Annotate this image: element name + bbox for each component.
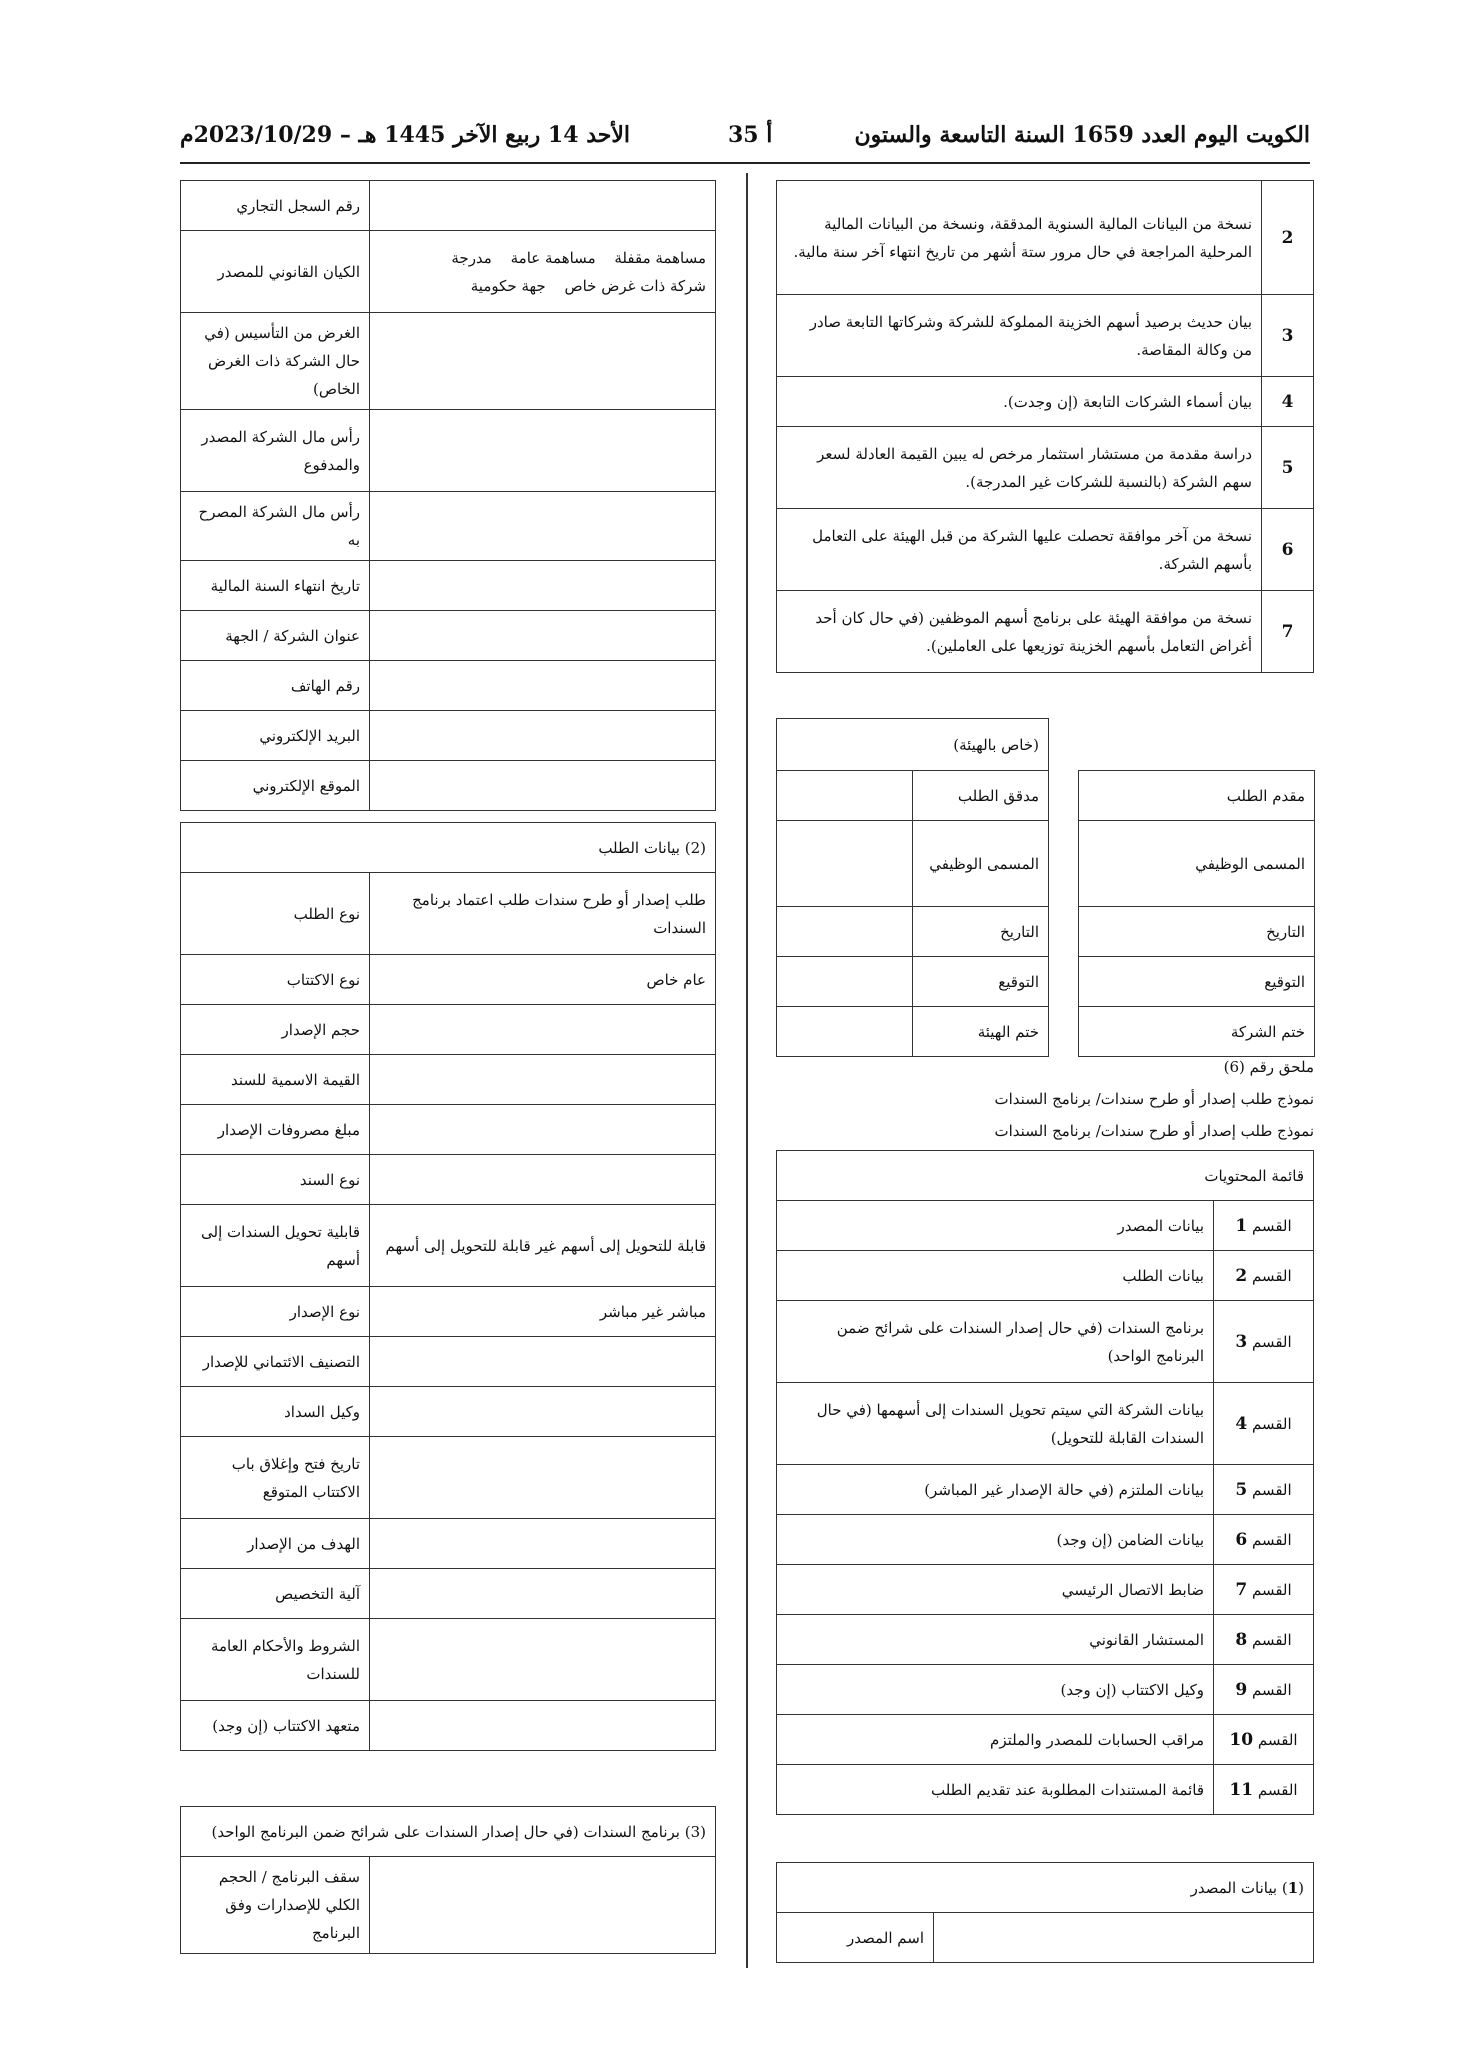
table-row — [777, 1863, 1314, 1913]
credit-rating-label: التصنيف الائتماني للإصدار — [181, 1337, 370, 1387]
table-row — [777, 427, 1314, 509]
table-row — [777, 771, 1315, 821]
doc-num: 2 — [1262, 181, 1314, 295]
table-row — [777, 957, 1315, 1007]
issuer-fields-table — [180, 180, 716, 811]
allocation-mechanism-label: آلية التخصيص — [181, 1569, 370, 1619]
field-value[interactable] — [370, 711, 716, 761]
table-row — [777, 377, 1314, 427]
section-2-title: (2) بيانات الطلب — [181, 823, 716, 873]
email-label: البريد الإلكتروني — [181, 711, 370, 761]
table-row — [181, 231, 716, 313]
field-value[interactable] — [370, 561, 716, 611]
field-value[interactable] — [370, 661, 716, 711]
table-row — [777, 1151, 1314, 1201]
signature-table — [776, 718, 1315, 1057]
page-number: أ 35 — [728, 122, 773, 148]
legal-entity-label: الكيان القانوني للمصدر — [181, 231, 370, 313]
table-row — [777, 719, 1315, 771]
table-row — [181, 1519, 716, 1569]
address-label: عنوان الشركة / الجهة — [181, 611, 370, 661]
table-row — [777, 295, 1314, 377]
table-row — [181, 611, 716, 661]
field-value[interactable] — [370, 1569, 716, 1619]
table-row — [777, 181, 1314, 295]
subscription-type-label: نوع الاكتتاب — [181, 955, 370, 1005]
table-row — [181, 1155, 716, 1205]
table-row — [181, 1387, 716, 1437]
doc-num: 7 — [1262, 591, 1314, 673]
field-value[interactable] — [370, 761, 716, 811]
field-value[interactable] — [370, 1005, 716, 1055]
table-row — [777, 509, 1314, 591]
doc-text: بيان حديث برصيد أسهم الخزينة المملوكة للشركة وشركاتها التابعة صادر من وكالة المقاصة. — [777, 295, 1262, 377]
table-row — [181, 1005, 716, 1055]
contents-item: بيانات الضامن (إن وجد) — [777, 1515, 1214, 1565]
table-row — [181, 955, 716, 1005]
issue-type-options: مباشر غير مباشر — [370, 1287, 716, 1337]
job-title-label: المسمى الوظيفي — [1079, 821, 1315, 907]
field-value[interactable] — [370, 1105, 716, 1155]
section-ref: القسم 3 — [1214, 1301, 1314, 1383]
table-row — [777, 1565, 1314, 1615]
issue-date: الأحد 14 ربيع الآخر 1445 هـ – 2023/10/29م — [180, 122, 630, 148]
section-ref: القسم 4 — [1214, 1383, 1314, 1465]
capital-paid-label: رأس مال الشركة المصدر والمدفوع — [181, 410, 370, 492]
table-row — [181, 1701, 716, 1751]
contents-item: ضابط الاتصال الرئيسي — [777, 1565, 1214, 1615]
table-row — [181, 661, 716, 711]
table-row — [181, 561, 716, 611]
fiscal-year-end-label: تاريخ انتهاء السنة المالية — [181, 561, 370, 611]
table-row — [777, 1615, 1314, 1665]
table-row — [777, 907, 1315, 957]
issuer-name-label: اسم المصدر — [777, 1913, 934, 1963]
table-row — [181, 1619, 716, 1701]
table-row — [777, 821, 1315, 907]
table-row — [777, 1465, 1314, 1515]
bond-type-label: نوع السند — [181, 1155, 370, 1205]
contents-item: بيانات الملتزم (في حالة الإصدار غير المباشر) — [777, 1465, 1214, 1515]
column-divider — [746, 173, 748, 1968]
contents-title: قائمة المحتويات — [777, 1151, 1314, 1201]
date-label: التاريخ — [913, 907, 1049, 957]
table-row — [181, 181, 716, 231]
field-value[interactable] — [370, 492, 716, 561]
table-row — [777, 1383, 1314, 1465]
section-ref: القسم 1 — [1214, 1201, 1314, 1251]
terms-conditions-label: الشروط والأحكام العامة للسندات — [181, 1619, 370, 1701]
payment-agent-label: وكيل السداد — [181, 1387, 370, 1437]
field-value[interactable] — [370, 1519, 716, 1569]
table-row — [181, 1437, 716, 1519]
contents-item: برنامج السندات (في حال إصدار السندات على شرائح ضمن البرنامج الواحد) — [777, 1301, 1214, 1383]
table-row — [181, 1569, 716, 1619]
field-value[interactable] — [370, 1155, 716, 1205]
issue-type-label: نوع الإصدار — [181, 1287, 370, 1337]
table-row — [777, 591, 1314, 673]
table-row — [181, 1857, 716, 1954]
subscription-type-options: عام خاص — [370, 955, 716, 1005]
convertibility-options: قابلة للتحويل إلى أسهم غير قابلة للتحويل إلى أسهم — [370, 1205, 716, 1287]
purpose-label: الغرض من التأسيس (في حال الشركة ذات الغرض الخاص) — [181, 313, 370, 410]
table-row — [777, 1515, 1314, 1565]
nominal-value-label: القيمة الاسمية للسند — [181, 1055, 370, 1105]
section-ref: القسم 9 — [1214, 1665, 1314, 1715]
auditor-label: مدقق الطلب — [913, 771, 1049, 821]
contents-item: بيانات الشركة التي سيتم تحويل السندات إلى أسهمها (في حال السندات القابلة للتحويل) — [777, 1383, 1214, 1465]
doc-num: 4 — [1262, 377, 1314, 427]
table-row — [181, 873, 716, 955]
website-label: الموقع الإلكتروني — [181, 761, 370, 811]
appendix-line-2: نموذج طلب إصدار أو طرح سندات/ برنامج السندات — [994, 1122, 1314, 1140]
field-value[interactable] — [370, 181, 716, 231]
table-row — [181, 1105, 716, 1155]
table-row — [181, 711, 716, 761]
doc-num: 3 — [1262, 295, 1314, 377]
doc-num: 5 — [1262, 427, 1314, 509]
field-value[interactable] — [370, 1337, 716, 1387]
doc-text: نسخة من موافقة الهيئة على برنامج أسهم الموظفين (في حال كان أحد أغراض التعامل بأسهم الخزينة توزيعها على العاملين). — [777, 591, 1262, 673]
field-value[interactable] — [370, 1437, 716, 1519]
section-3-title: (3) برنامج السندات (في حال إصدار السندات على شرائح ضمن البرنامج الواحد) — [181, 1807, 716, 1857]
section-ref: القسم 11 — [1214, 1765, 1314, 1815]
table-row — [777, 1665, 1314, 1715]
program-ceiling-label: سقف البرنامج / الحجم الكلي للإصدارات وفق البرنامج — [181, 1857, 370, 1954]
issue-expenses-label: مبلغ مصروفات الإصدار — [181, 1105, 370, 1155]
table-row — [181, 1055, 716, 1105]
appendix-line-1: نموذج طلب إصدار أو طرح سندات/ برنامج السندات — [994, 1090, 1314, 1108]
issuer-name-value[interactable] — [934, 1913, 1314, 1963]
authority-stamp-label: ختم الهيئة — [913, 1007, 1049, 1057]
table-row — [181, 410, 716, 492]
table-row — [181, 1807, 716, 1857]
issue-objective-label: الهدف من الإصدار — [181, 1519, 370, 1569]
required-documents-table — [776, 180, 1314, 673]
table-row — [777, 1007, 1315, 1057]
field-value[interactable] — [370, 1387, 716, 1437]
doc-text: نسخة من البيانات المالية السنوية المدققة، ونسخة من البيانات المالية المرحلية المراجعة في حال مرور ستة أشهر من تاريخ انتهاء آخر سنة مالية. — [777, 181, 1262, 295]
request-type-label: نوع الطلب — [181, 873, 370, 955]
table-row — [777, 1913, 1314, 1963]
table-row — [181, 492, 716, 561]
phone-label: رقم الهاتف — [181, 661, 370, 711]
appendix-label: ملحق رقم (6) — [1223, 1058, 1314, 1076]
page-header — [180, 122, 1310, 152]
company-stamp-label: ختم الشركة — [1079, 1007, 1315, 1057]
table-row — [181, 761, 716, 811]
field-value[interactable] — [370, 1857, 716, 1954]
doc-text: بيان أسماء الشركات التابعة (إن وجدت). — [777, 377, 1262, 427]
contents-item: بيانات الطلب — [777, 1251, 1214, 1301]
underwriter-label: متعهد الاكتتاب (إن وجد) — [181, 1701, 370, 1751]
job-title-label: المسمى الوظيفي — [913, 821, 1049, 907]
request-type-options: طلب إصدار أو طرح سندات طلب اعتماد برنامج السندات — [370, 873, 716, 955]
issue-size-label: حجم الإصدار — [181, 1005, 370, 1055]
field-value[interactable] — [370, 1701, 716, 1751]
section-ref: القسم 8 — [1214, 1615, 1314, 1665]
contents-item: قائمة المستندات المطلوبة عند تقديم الطلب — [777, 1765, 1214, 1815]
section-ref: القسم 10 — [1214, 1715, 1314, 1765]
field-value[interactable] — [370, 313, 716, 410]
doc-text: نسخة من آخر موافقة تحصلت عليها الشركة من قبل الهيئة على التعامل بأسهم الشركة. — [777, 509, 1262, 591]
table-row — [181, 313, 716, 410]
table-row — [777, 1201, 1314, 1251]
contents-table — [776, 1150, 1314, 1815]
date-label: التاريخ — [1079, 907, 1315, 957]
contents-item: وكيل الاكتتاب (إن وجد) — [777, 1665, 1214, 1715]
contents-item: مراقب الحسابات للمصدر والملتزم — [777, 1715, 1214, 1765]
table-row — [777, 1251, 1314, 1301]
section-ref: القسم 5 — [1214, 1465, 1314, 1515]
table-row — [777, 1765, 1314, 1815]
table-row — [181, 1337, 716, 1387]
signature-label: التوقيع — [913, 957, 1049, 1007]
subscription-dates-label: تاريخ فتح وإغلاق باب الاكتتاب المتوقع — [181, 1437, 370, 1519]
section-ref: القسم 7 — [1214, 1565, 1314, 1615]
legal-entity-options: مساهمة مقفلة مساهمة عامة مدرجة شركة ذات غرض خاص جهة حكومية — [370, 231, 716, 313]
header-rule — [180, 162, 1310, 164]
table-row — [181, 823, 716, 873]
contents-item: المستشار القانوني — [777, 1615, 1214, 1665]
table-row — [777, 1301, 1314, 1383]
gazette-issue: الكويت اليوم العدد 1659 السنة التاسعة والستون — [854, 122, 1310, 148]
doc-num: 6 — [1262, 509, 1314, 591]
request-section-table — [180, 822, 716, 1751]
program-section-table — [180, 1806, 716, 1954]
doc-text: دراسة مقدمة من مستشار استثمار مرخص له يبين القيمة العادلة لسعر سهم الشركة (بالنسبة للشركات غير المدرجة). — [777, 427, 1262, 509]
capital-authorized-label: رأس مال الشركة المصرح به — [181, 492, 370, 561]
section-ref: القسم 6 — [1214, 1515, 1314, 1565]
table-row — [777, 1715, 1314, 1765]
signature-label: التوقيع — [1079, 957, 1315, 1007]
table-row — [181, 1287, 716, 1337]
field-value[interactable] — [370, 1055, 716, 1105]
convertibility-label: قابلية تحويل السندات إلى أسهم — [181, 1205, 370, 1287]
contents-item: بيانات المصدر — [777, 1201, 1214, 1251]
section-ref: القسم 2 — [1214, 1251, 1314, 1301]
commercial-register-label: رقم السجل التجاري — [181, 181, 370, 231]
field-value[interactable] — [370, 410, 716, 492]
authority-only-title: (خاص بالهيئة) — [777, 719, 1049, 771]
table-row — [181, 1205, 716, 1287]
field-value[interactable] — [370, 611, 716, 661]
section-1-title: (1) بيانات المصدر — [777, 1863, 1314, 1913]
field-value[interactable] — [370, 1619, 716, 1701]
issuer-section-table — [776, 1862, 1314, 1963]
applicant-label: مقدم الطلب — [1079, 771, 1315, 821]
